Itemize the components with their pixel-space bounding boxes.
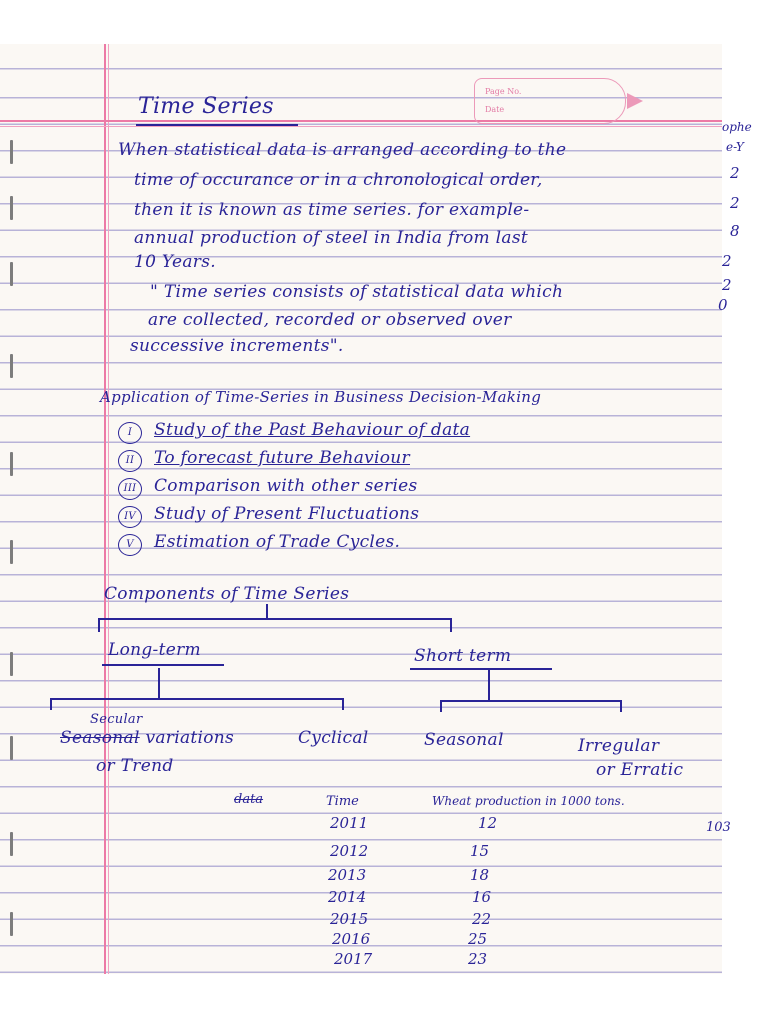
table-row-value: 15: [470, 842, 490, 860]
binder-hole: [10, 196, 13, 220]
long-term-bracket: [50, 698, 344, 710]
irregular-line1: Irregular: [578, 736, 660, 756]
pencil-tip-icon: [627, 93, 643, 109]
table-row-year: 2015: [330, 910, 369, 928]
page-date-stamp: [474, 78, 626, 124]
edge-scribble: 0: [718, 296, 728, 314]
margin-line: [104, 44, 106, 974]
secular-line1: variations: [145, 728, 235, 748]
definition-line: 10 Years.: [134, 252, 216, 272]
seasonal-label: Seasonal: [424, 730, 504, 750]
item-text: To forecast future Behaviour: [154, 448, 410, 468]
item-text: Study of Present Fluctuations: [154, 504, 420, 524]
table-row-year: 2017: [334, 950, 373, 968]
binder-hole: [10, 652, 13, 676]
item-text: Estimation of Trade Cycles.: [154, 532, 401, 552]
table-row-value: 23: [468, 950, 488, 968]
table-row-value: 25: [468, 930, 488, 948]
item-number: III: [118, 478, 142, 500]
table-row-year: 2013: [328, 866, 367, 884]
header-line-secondary: [0, 126, 722, 127]
application-item: [118, 420, 470, 444]
components-bracket: [98, 618, 452, 632]
secular-variations: [60, 728, 234, 748]
short-term-label: Short term: [414, 646, 512, 666]
applications-heading: Application of Time-Series in Business Decision-Making: [100, 388, 542, 406]
definition-line: then it is known as time series. for example-: [134, 200, 530, 220]
table-row-year: 2012: [330, 842, 369, 860]
edge-scribble: 2: [722, 252, 732, 270]
long-term-label: Long-term: [108, 640, 201, 660]
cyclical-label: Cyclical: [298, 728, 369, 748]
definition-line: time of occurance or in a chronological order,: [134, 170, 543, 190]
short-term-bracket: [440, 700, 622, 712]
edge-scribble: 2: [722, 276, 732, 294]
quote-line: " Time series consists of statistical data which: [150, 282, 564, 302]
struck-header: [234, 792, 263, 807]
title-underline: [136, 124, 298, 126]
binder-hole: [10, 912, 13, 936]
table-row-value: 12: [478, 814, 498, 832]
components-heading: Components of Time Series: [104, 584, 350, 604]
short-term-stem: [488, 670, 490, 700]
binder-hole: [10, 140, 13, 164]
production-header: Wheat production in 1000 tons.: [432, 794, 625, 808]
table-row-value: 16: [472, 888, 492, 906]
edge-scribble: ophe: [722, 120, 752, 134]
definition-line: annual production of steel in India from last: [134, 228, 528, 248]
struck-header-text: data: [234, 792, 264, 807]
irregular-line2: or Erratic: [596, 760, 684, 780]
edge-scribble: 2: [730, 164, 740, 182]
binder-hole: [10, 736, 13, 760]
item-number: V: [118, 534, 142, 556]
binder-hole: [10, 262, 13, 286]
item-text: Comparison with other series: [154, 476, 418, 496]
margin-line-secondary: [108, 44, 109, 974]
page-no-label: Page No.: [485, 87, 522, 96]
table-row-value: 18: [470, 866, 490, 884]
long-term-stem: [158, 668, 160, 698]
definition-line: When statistical data is arranged according to the: [118, 140, 567, 160]
edge-scribble: 8: [730, 222, 740, 240]
binder-hole: [10, 540, 13, 564]
application-item: [118, 504, 419, 528]
quote-line: are collected, recorded or observed over: [148, 310, 512, 330]
application-item: [118, 448, 410, 472]
application-item: [118, 532, 400, 556]
time-header: Time: [326, 794, 359, 809]
edge-scribble: 2: [730, 194, 740, 212]
item-text: Study of the Past Behaviour of data: [154, 420, 471, 440]
secular-line2: or Trend: [96, 756, 174, 776]
item-number: I: [118, 422, 142, 444]
item-number: II: [118, 450, 142, 472]
date-label: Date: [485, 105, 505, 114]
short-term-underline: [410, 668, 552, 670]
quote-line: successive increments".: [130, 336, 344, 356]
page-title: Time Series: [138, 94, 274, 119]
edge-scribble: 103: [706, 820, 731, 835]
table-row-year: 2011: [330, 814, 369, 832]
binder-hole: [10, 452, 13, 476]
edge-scribble: e-Y: [726, 140, 744, 154]
binder-hole: [10, 354, 13, 378]
secular-label: Secular: [90, 712, 143, 727]
long-term-underline: [102, 664, 224, 666]
components-stem: [266, 604, 268, 618]
table-row-year: 2016: [332, 930, 371, 948]
table-row-value: 22: [472, 910, 492, 928]
binder-hole: [10, 832, 13, 856]
item-number: IV: [118, 506, 142, 528]
application-item: [118, 476, 418, 500]
struck-word: Seasonal: [60, 728, 140, 748]
table-row-year: 2014: [328, 888, 367, 906]
